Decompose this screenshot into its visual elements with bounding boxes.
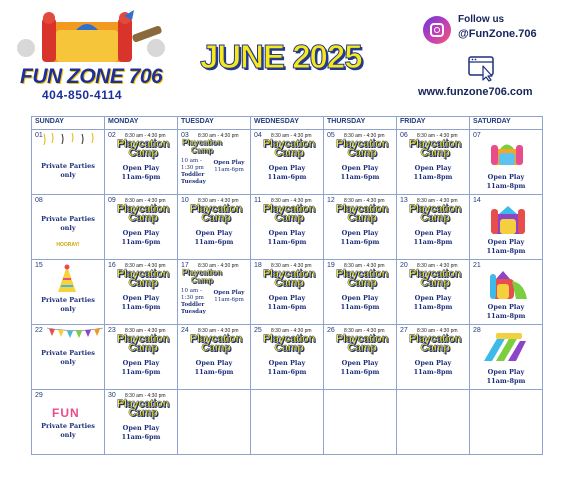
day-cell-20[interactable] — [397, 260, 470, 325]
website-click-icon[interactable] — [468, 56, 498, 82]
day-cell-22[interactable] — [32, 325, 105, 390]
camp-time: 8:30 am - 4:30 pm — [417, 133, 458, 139]
camp-time: 8:30 am - 4:30 pm — [271, 133, 312, 139]
camp-time: 8:30 am - 4:30 pm — [125, 133, 166, 139]
day-number: 17 — [181, 262, 189, 269]
header-tuesday: TUESDAY — [178, 117, 251, 130]
bounce-house-icon — [490, 204, 526, 236]
day-cell-10[interactable] — [178, 195, 251, 260]
day-cell-24[interactable] — [178, 325, 251, 390]
day-cell-19[interactable] — [324, 260, 397, 325]
day-number: 30 — [108, 392, 116, 399]
day-number: 15 — [35, 262, 43, 269]
day-number: 14 — [473, 197, 481, 204]
private-parties-note: Private Parties only — [41, 349, 95, 366]
day-cell-26[interactable] — [324, 325, 397, 390]
private-parties-note: Private Parties only — [41, 162, 95, 179]
camp-time: 8:30 am - 4:30 pm — [198, 263, 239, 269]
logo-title: FUN ZONE 706 — [20, 65, 163, 88]
day-number: 01 — [35, 132, 43, 139]
playcation-camp-label: Playcation Camp — [181, 268, 222, 285]
header-wednesday: WEDNESDAY — [251, 117, 324, 130]
open-play-info: Open Play 11am-6pm — [340, 294, 380, 311]
instagram-icon[interactable] — [423, 16, 451, 44]
toddler-tuesday-info: 10 am - 1:30 pm Toddler Tuesday — [181, 288, 206, 315]
day-number: 20 — [400, 262, 408, 269]
camp-time: 8:30 am - 4:30 pm — [344, 328, 385, 334]
day-cell-02[interactable] — [105, 130, 178, 195]
camp-time: 8:30 am - 4:30 pm — [271, 328, 312, 334]
playcation-camp-label: Playcation Camp — [262, 333, 316, 354]
day-cell-12[interactable] — [324, 195, 397, 260]
open-play-info: Open Play 11am-6pm — [121, 164, 161, 181]
open-play-info: Open Play 11am-6pm — [121, 229, 161, 246]
camp-time: 8:30 am - 4:30 pm — [125, 328, 166, 334]
playcation-camp-label: Playcation Camp — [262, 203, 316, 224]
day-number: 02 — [108, 132, 116, 139]
header-thursday: THURSDAY — [324, 117, 397, 130]
private-parties-note: Private Parties only — [41, 296, 95, 313]
private-parties-note: Private Parties only — [41, 422, 95, 439]
water-slide-icon — [482, 331, 528, 363]
bounce-castle-icon — [6, 8, 176, 68]
month-title: JUNE 2025 — [200, 38, 362, 75]
playcation-camp-label: Playcation Camp — [189, 203, 243, 224]
weekday-header-row — [32, 117, 543, 130]
open-play-info: Open Play 11am-8pm — [413, 229, 453, 246]
playcation-camp-label: Playcation Camp — [262, 138, 316, 159]
playcation-camp-label: Playcation Camp — [335, 138, 389, 159]
hooray-banner: HOORAY! — [56, 242, 80, 248]
header-saturday: SATURDAY — [470, 117, 543, 130]
playcation-camp-label: Playcation Camp — [116, 398, 170, 419]
day-cell-30[interactable] — [105, 390, 178, 455]
open-play-info: Open Play 11am-6pm — [340, 229, 380, 246]
follow-us-text: Follow us — [458, 14, 505, 25]
bounce-house-icon — [490, 269, 528, 301]
day-cell-04[interactable] — [251, 130, 324, 195]
confetti-icon — [42, 132, 98, 146]
open-play-info: Open Play 11am-6pm — [267, 164, 307, 181]
day-number: 23 — [108, 327, 116, 334]
day-number: 09 — [108, 197, 116, 204]
day-cell-08[interactable] — [32, 195, 105, 260]
camp-time: 8:30 am - 4:30 pm — [417, 328, 458, 334]
day-cell-21[interactable] — [470, 260, 543, 325]
open-play-info: Open Play 11am-6pm — [194, 229, 234, 246]
day-number: 12 — [327, 197, 335, 204]
week-row-3 — [32, 260, 543, 325]
camp-time: 8:30 am - 4:30 pm — [344, 263, 385, 269]
open-play-info: Open Play 11am-6pm — [267, 294, 307, 311]
day-number: 27 — [400, 327, 408, 334]
day-cell-18[interactable] — [251, 260, 324, 325]
day-cell-27[interactable] — [397, 325, 470, 390]
open-play-info: Open Play 11am-6pm — [121, 424, 161, 441]
day-cell-01[interactable] — [32, 130, 105, 195]
playcation-camp-label: Playcation Camp — [116, 333, 170, 354]
open-play-info: Open Play 11am-6pm — [213, 160, 245, 173]
day-number: 06 — [400, 132, 408, 139]
empty-day-cell — [251, 390, 324, 455]
week-row-4 — [32, 325, 543, 390]
day-number: 10 — [181, 197, 189, 204]
day-cell-07[interactable] — [470, 130, 543, 195]
open-play-info: Open Play 11am-8pm — [486, 368, 526, 385]
playcation-camp-label: Playcation Camp — [408, 268, 462, 289]
camp-time: 8:30 am - 4:30 pm — [417, 263, 458, 269]
day-cell-13[interactable] — [397, 195, 470, 260]
day-number: 11 — [254, 197, 262, 204]
camp-time: 8:30 am - 4:30 pm — [344, 198, 385, 204]
private-parties-note: Private Parties only — [41, 215, 95, 232]
open-play-info: Open Play 11am-8pm — [413, 294, 453, 311]
playcation-camp-label: Playcation Camp — [116, 138, 170, 159]
empty-day-cell — [470, 390, 543, 455]
day-cell-09[interactable] — [105, 195, 178, 260]
open-play-info: Open Play 11am-8pm — [486, 238, 526, 255]
playcation-camp-label: Playcation Camp — [408, 203, 462, 224]
day-number: 04 — [254, 132, 262, 139]
fun-zone-logo — [6, 8, 176, 100]
day-cell-25[interactable] — [251, 325, 324, 390]
day-cell-15[interactable] — [32, 260, 105, 325]
week-row-2 — [32, 195, 543, 260]
day-number: 03 — [181, 132, 189, 139]
camp-time: 8:30 am - 4:30 pm — [271, 263, 312, 269]
day-number: 08 — [35, 197, 43, 204]
day-cell-16[interactable] — [105, 260, 178, 325]
playcation-camp-label: Playcation Camp — [181, 138, 222, 155]
bunting-icon — [47, 327, 103, 339]
day-cell-05[interactable] — [324, 130, 397, 195]
day-cell-29[interactable] — [32, 390, 105, 455]
day-cell-03[interactable] — [178, 130, 251, 195]
open-play-info: Open Play 11am-8pm — [413, 164, 453, 181]
empty-day-cell — [397, 390, 470, 455]
camp-time: 8:30 am - 4:30 pm — [198, 133, 239, 139]
playcation-camp-label: Playcation Camp — [408, 138, 462, 159]
playcation-camp-label: Playcation Camp — [262, 268, 316, 289]
toddler-tuesday-info: 10 am - 1:30 pm Toddler Tuesday — [181, 158, 206, 185]
playcation-camp-label: Playcation Camp — [335, 268, 389, 289]
day-number: 07 — [473, 132, 481, 139]
day-number: 21 — [473, 262, 481, 269]
day-cell-17[interactable] — [178, 260, 251, 325]
camp-time: 8:30 am - 4:30 pm — [125, 393, 166, 399]
open-play-info: Open Play 11am-6pm — [121, 294, 161, 311]
day-number: 13 — [400, 197, 408, 204]
day-number: 28 — [473, 327, 481, 334]
open-play-info: Open Play 11am-6pm — [267, 359, 307, 376]
playcation-camp-label: Playcation Camp — [116, 203, 170, 224]
open-play-info: Open Play 11am-6pm — [267, 229, 307, 246]
day-number: 19 — [327, 262, 335, 269]
day-cell-23[interactable] — [105, 325, 178, 390]
playcation-camp-label: Playcation Camp — [408, 333, 462, 354]
day-number: 29 — [35, 392, 43, 399]
camp-time: 8:30 am - 4:30 pm — [125, 263, 166, 269]
open-play-info: Open Play 11am-8pm — [486, 173, 526, 190]
open-play-info: Open Play 11am-8pm — [486, 303, 526, 320]
playcation-camp-label: Playcation Camp — [116, 268, 170, 289]
playcation-camp-label: Playcation Camp — [335, 333, 389, 354]
empty-day-cell — [178, 390, 251, 455]
day-number: 24 — [181, 327, 189, 334]
instagram-handle[interactable]: @FunZone.706 — [458, 28, 537, 40]
day-cell-14[interactable] — [470, 195, 543, 260]
day-number: 05 — [327, 132, 335, 139]
day-cell-06[interactable] — [397, 130, 470, 195]
header-monday: MONDAY — [105, 117, 178, 130]
header-friday: FRIDAY — [397, 117, 470, 130]
day-cell-11[interactable] — [251, 195, 324, 260]
open-play-info: Open Play 11am-8pm — [413, 359, 453, 376]
fun-graphic: FUN — [52, 406, 80, 420]
open-play-info: Open Play 11am-6pm — [121, 359, 161, 376]
day-number: 25 — [254, 327, 262, 334]
camp-time: 8:30 am - 4:30 pm — [271, 198, 312, 204]
day-number: 26 — [327, 327, 335, 334]
website-link[interactable]: www.funzone706.com — [418, 86, 533, 98]
camp-time: 8:30 am - 4:30 pm — [417, 198, 458, 204]
empty-day-cell — [324, 390, 397, 455]
open-play-info: Open Play 11am-6pm — [340, 164, 380, 181]
logo-phone: 404-850-4114 — [42, 88, 123, 102]
camp-time: 8:30 am - 4:30 pm — [125, 198, 166, 204]
day-number: 16 — [108, 262, 116, 269]
june-calendar — [31, 116, 543, 455]
day-number: 18 — [254, 262, 262, 269]
header-sunday: SUNDAY — [32, 117, 105, 130]
day-number: 22 — [35, 327, 43, 334]
camp-time: 8:30 am - 4:30 pm — [344, 133, 385, 139]
camp-time: 8:30 am - 4:30 pm — [198, 198, 239, 204]
open-play-info: Open Play 11am-6pm — [194, 359, 234, 376]
week-row-1 — [32, 130, 543, 195]
open-play-info: Open Play 11am-6pm — [340, 359, 380, 376]
camp-time: 8:30 am - 4:30 pm — [198, 328, 239, 334]
party-hat-icon — [56, 264, 78, 294]
day-cell-28[interactable] — [470, 325, 543, 390]
playcation-camp-label: Playcation Camp — [335, 203, 389, 224]
playcation-camp-label: Playcation Camp — [189, 333, 243, 354]
week-row-5 — [32, 390, 543, 455]
bounce-house-icon — [490, 139, 524, 167]
open-play-info: Open Play 11am-6pm — [213, 290, 245, 303]
